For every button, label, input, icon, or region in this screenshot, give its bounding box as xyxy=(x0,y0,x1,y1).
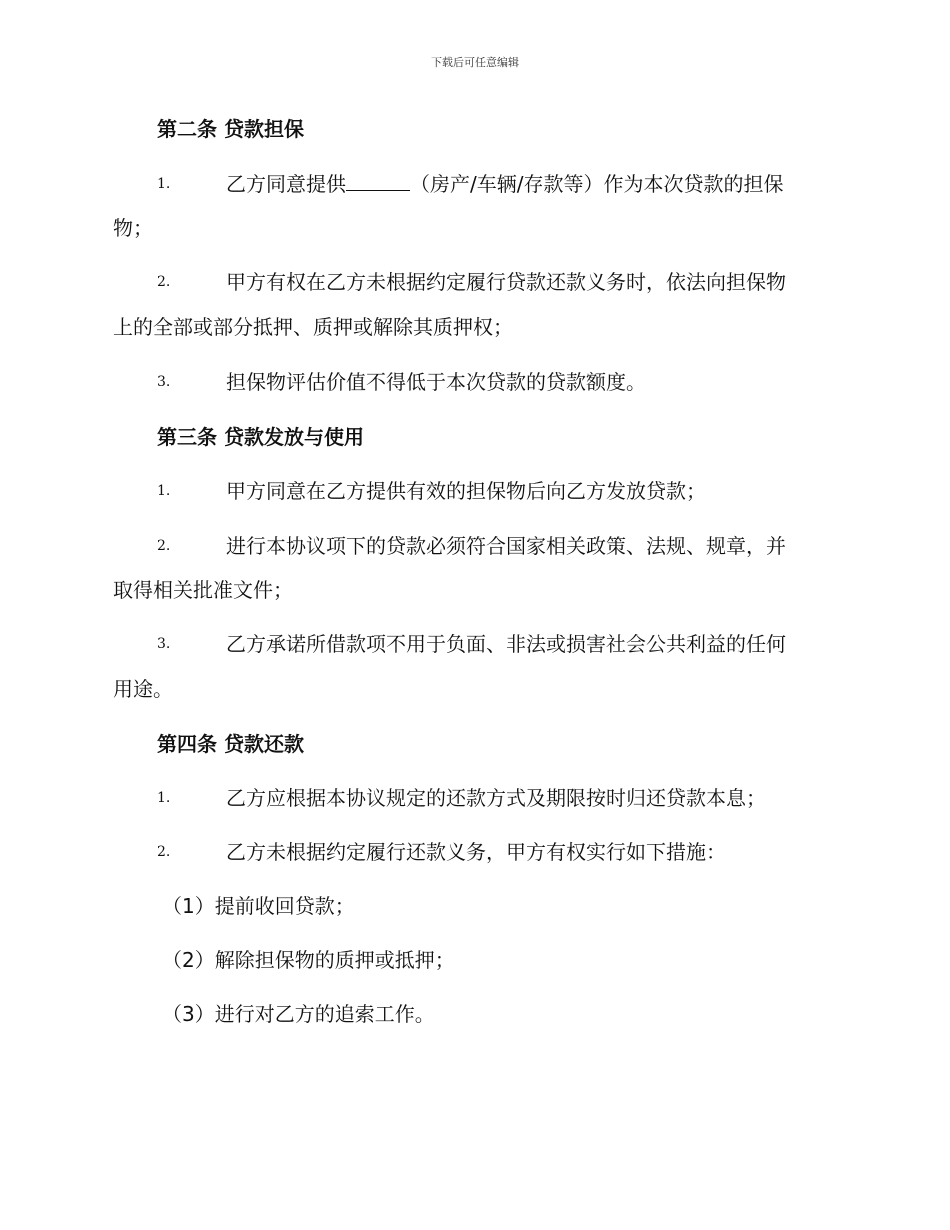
item-number: 1. xyxy=(157,483,171,499)
item-text-continuation: 物； xyxy=(113,216,153,240)
item-number: 2. xyxy=(157,538,171,554)
item-text: 担保物评估价值不得低于本次贷款的贷款额度。 xyxy=(226,370,646,394)
item-text: 甲方有权在乙方未根据约定履行贷款还款义务时，依法向担保物 xyxy=(226,270,786,294)
item-text xyxy=(226,172,783,196)
item-number: 3. xyxy=(157,636,171,652)
item-text-pre: 乙方同意提供 xyxy=(226,172,346,196)
fill-in-blank xyxy=(346,172,410,191)
page-header: 下载后可任意编辑 xyxy=(431,56,519,69)
item-text: 乙方应根据本协议规定的还款方式及期限按时归还贷款本息； xyxy=(226,786,766,810)
sub-item: （2）解除担保物的质押或抵押； xyxy=(162,948,455,972)
item-text-continuation: 取得相关批准文件； xyxy=(113,578,293,602)
item-number: 1. xyxy=(157,176,171,192)
item-number: 2. xyxy=(157,844,171,860)
item-number: 1. xyxy=(157,790,171,806)
item-text: 乙方承诺所借款项不用于负面、非法或损害社会公共利益的任何 xyxy=(226,632,786,656)
sub-item: （3）进行对乙方的追索工作。 xyxy=(162,1002,435,1026)
item-text-post: （房产/车辆/存款等）作为本次贷款的担保 xyxy=(410,172,784,196)
sub-item: （1）提前收回贷款； xyxy=(162,894,355,918)
section-title: 第二条 贷款担保 xyxy=(157,117,304,141)
item-number: 2. xyxy=(157,274,171,290)
section-title: 第三条 贷款发放与使用 xyxy=(157,425,364,449)
item-text-continuation: 用途。 xyxy=(113,677,173,701)
item-text: 甲方同意在乙方提供有效的担保物后向乙方发放贷款； xyxy=(226,479,706,503)
item-text-continuation: 上的全部或部分抵押、质押或解除其质押权； xyxy=(113,315,513,339)
item-text: 进行本协议项下的贷款必须符合国家相关政策、法规、规章，并 xyxy=(226,534,786,558)
item-text: 乙方未根据约定履行还款义务，甲方有权实行如下措施： xyxy=(226,840,726,864)
item-number: 3. xyxy=(157,374,171,390)
section-title: 第四条 贷款还款 xyxy=(157,732,304,756)
